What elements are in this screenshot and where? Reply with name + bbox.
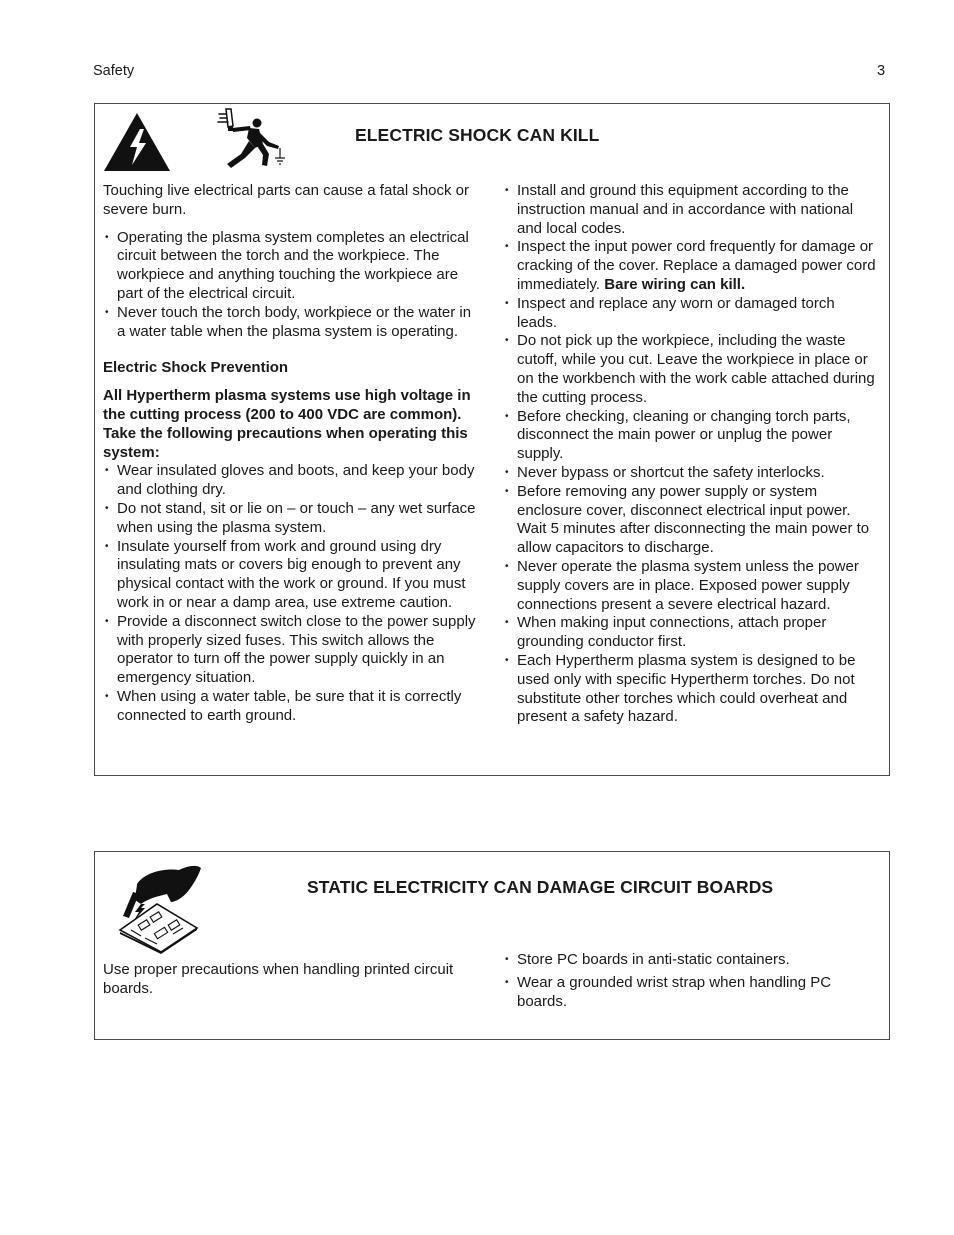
bare-wiring-warning: Bare wiring can kill. (604, 275, 746, 293)
list-item: • Do not stand, sit or lie on – or touch – any wet surface when using the plasma system. (103, 500, 483, 538)
list-item: • When using a water table, be sure that it is correctly connected to earth ground. (103, 688, 483, 726)
hand-circuit-board-icon (117, 862, 203, 954)
list-item: • Inspect and replace any worn or damaged torch leads. (503, 295, 877, 333)
list-item: • Wear insulated gloves and boots, and keep your body and clothing dry. (103, 462, 483, 500)
static-right-column (503, 951, 877, 1011)
prevention-heading: Electric Shock Prevention (103, 359, 289, 377)
shock-intro: Touching live electrical parts can cause a fatal shock or severe burn. (103, 182, 470, 218)
shock-bullets-c (503, 182, 877, 727)
list-item: • Wear a grounded wrist strap when handling PC boards. (503, 974, 877, 1012)
page-number: 3 (877, 63, 886, 79)
running-header-section: Safety (93, 63, 135, 79)
static-electricity-warning-box (94, 851, 890, 1040)
list-item: • Operating the plasma system completes an electrical circuit between the torch and the workpiece. The workpiece and anything touching the workpiece are part of the electrical circuit. (103, 229, 483, 304)
electric-shock-warning-box (94, 103, 890, 776)
list-item: • Before removing any power supply or system enclosure cover, disconnect electrical input power. Wait 5 minutes after disconnecting the main power to allow capacitors to discharge. (503, 483, 877, 558)
list-item: • Each Hypertherm plasma system is designed to be used only with specific Hypertherm torches. Do not substitute other torches which could overheat and present a safety hazard. (503, 652, 877, 727)
shock-bullets-b (103, 462, 483, 725)
list-item (503, 238, 877, 294)
list-item: • Do not pick up the workpiece, including the waste cutoff, while you cut. Leave the workpiece in place or on the workbench with the work cable attached during the cutting process. (503, 332, 877, 407)
electric-shock-title: ELECTRIC SHOCK CAN KILL (355, 125, 600, 145)
list-item: • Install and ground this equipment according to the instruction manual and in accordance with national and local codes. (503, 182, 877, 238)
list-item: • Insulate yourself from work and ground using dry insulating mats or covers big enough to prevent any physical contact with the work or ground. If you must work in or near a damp area, use extreme caution. (103, 538, 483, 613)
list-item: • Never touch the torch body, workpiece or the water in a water table when the plasma system is operating. (103, 304, 483, 342)
list-item: • Never bypass or shortcut the safety interlocks. (503, 464, 877, 483)
electrocuted-person-icon (217, 106, 287, 172)
list-item-text: Inspect the input power cord frequently for damage or cracking of the cover. Replace a damaged power cord immediately. (517, 238, 876, 293)
list-item: • Before checking, cleaning or changing torch parts, disconnect the main power or unplug the power supply. (503, 408, 877, 464)
list-item: • Store PC boards in anti-static containers. (503, 951, 877, 970)
shock-left-column (103, 182, 483, 726)
list-item: • When making input connections, attach proper grounding conductor first. (503, 614, 877, 652)
list-item: • Provide a disconnect switch close to the power supply with properly sized fuses. This switch allows the operator to turn off the power supply quickly in an emergency situation. (103, 613, 483, 688)
static-left-column (103, 961, 483, 999)
list-item: • Never operate the plasma system unless the power supply covers are in place. Exposed power supply connections present a severe electrical hazard. (503, 558, 877, 614)
static-bullets (503, 951, 877, 1011)
shock-right-column (503, 182, 877, 727)
high-voltage-warning-icon (102, 111, 172, 173)
shock-bullets-a (103, 229, 483, 342)
static-intro: Use proper precautions when handling printed circuit boards. (103, 961, 454, 997)
prevention-intro: All Hypertherm plasma systems use high voltage in the cutting process (200 to 400 VDC are common). Take the following precautions when operating this system: (103, 387, 471, 461)
static-title: STATIC ELECTRICITY CAN DAMAGE CIRCUIT BOARDS (307, 877, 774, 897)
